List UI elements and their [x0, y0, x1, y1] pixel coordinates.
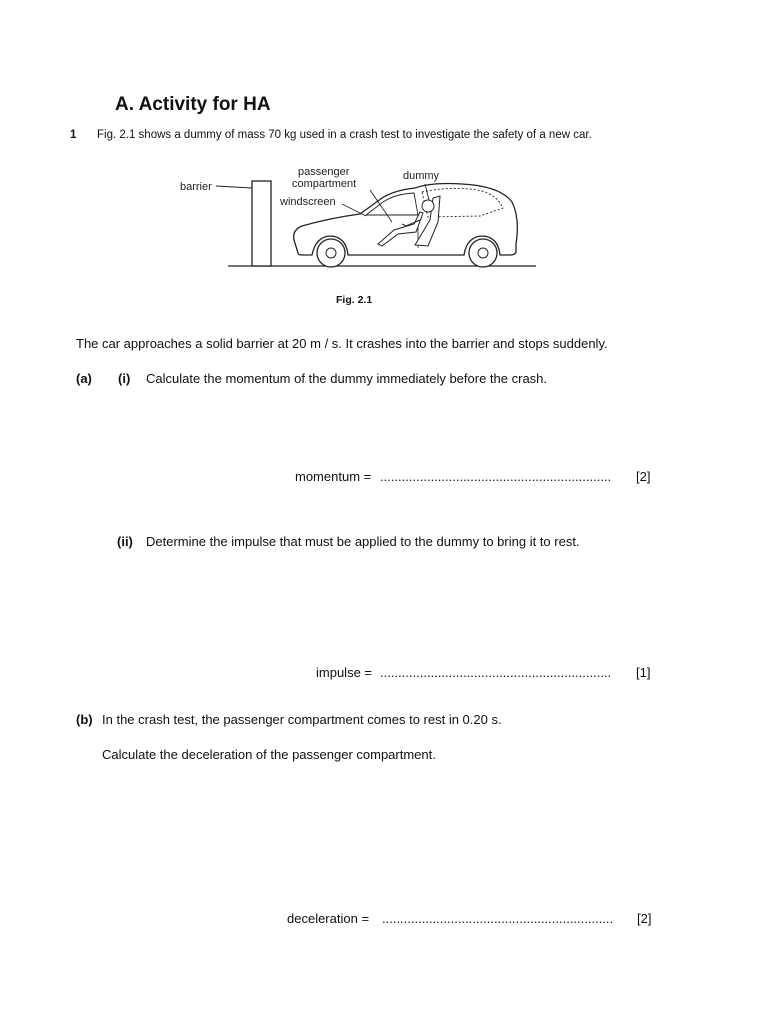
label-windscreen: windscreen — [280, 196, 336, 208]
label-barrier: barrier — [180, 181, 212, 193]
momentum-marks: [2] — [636, 469, 651, 484]
scenario-text: The car approaches a solid barrier at 20 m / s. It crashes into the barrier and stops suddenly. — [76, 336, 608, 351]
deceleration-answer-line[interactable]: ................................................................ — [382, 911, 614, 926]
part-a-ii-label: (ii) — [117, 534, 133, 549]
part-a-ii-question: Determine the impulse that must be applied to the dummy to bring it to rest. — [146, 534, 580, 549]
impulse-answer-line[interactable]: ................................................................ — [380, 665, 612, 680]
figure-caption: Fig. 2.1 — [336, 294, 373, 306]
deceleration-marks: [2] — [637, 911, 652, 926]
label-passenger-2: compartment — [292, 178, 357, 190]
crash-test-diagram — [170, 160, 550, 275]
barrier-block — [252, 181, 271, 266]
question-intro: Fig. 2.1 shows a dummy of mass 70 kg used in a crash test to investigate the safety of a new car. — [97, 129, 592, 141]
impulse-marks: [1] — [636, 665, 651, 680]
part-b-label: (b) — [76, 712, 93, 727]
part-b-instruction: Calculate the deceleration of the passenger compartment. — [102, 747, 436, 762]
part-b-statement: In the crash test, the passenger compartment comes to rest in 0.20 s. — [102, 712, 502, 727]
part-a-i-label: (i) — [118, 371, 131, 386]
front-wheel — [317, 239, 345, 267]
question-number: 1 — [70, 129, 77, 141]
part-a-i-question: Calculate the momentum of the dummy immediately before the crash. — [146, 371, 548, 386]
dummy-head — [422, 200, 434, 212]
activity-heading: A. Activity for HA — [115, 94, 271, 115]
part-a-label: (a) — [76, 371, 92, 386]
momentum-answer-line[interactable]: ................................................................ — [380, 469, 612, 484]
label-passenger-1: passenger — [298, 166, 350, 178]
momentum-answer-label: momentum = — [295, 469, 372, 484]
label-dummy: dummy — [403, 170, 440, 182]
impulse-answer-label: impulse = — [316, 665, 372, 680]
rear-wheel — [469, 239, 497, 267]
deceleration-answer-label: deceleration = — [287, 911, 370, 926]
